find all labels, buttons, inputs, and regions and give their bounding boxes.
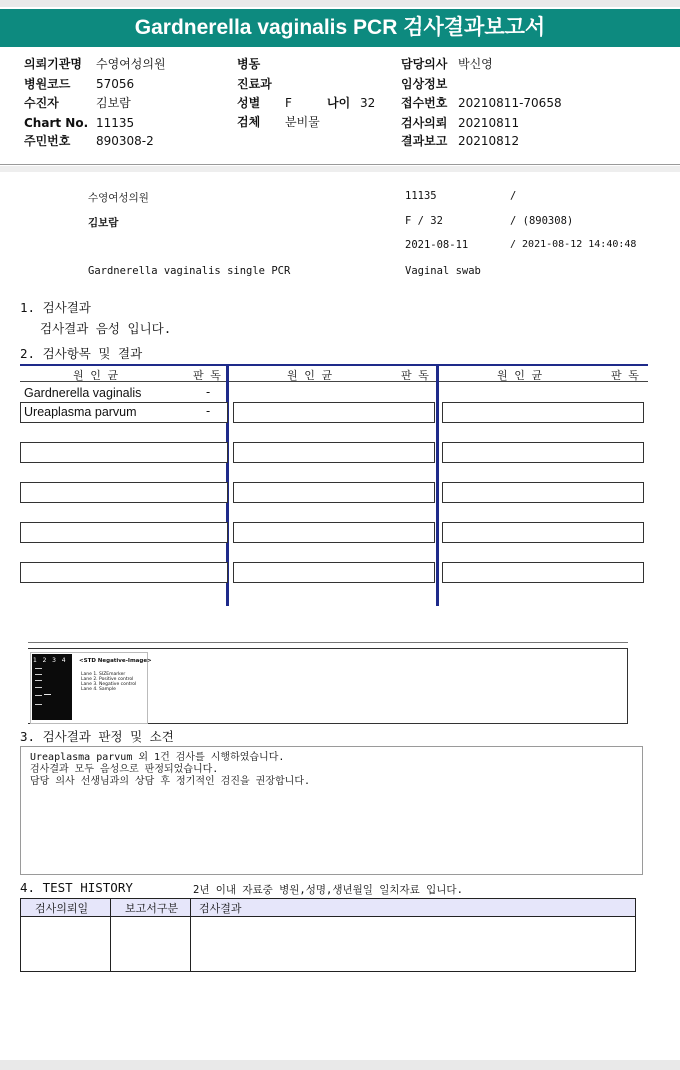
- result-cell: [442, 402, 644, 423]
- history-col-request-date: 검사의뢰일: [21, 899, 111, 917]
- image-top-rule: [28, 642, 628, 643]
- history-table: [20, 898, 636, 972]
- header-row: 임상정보: [401, 77, 448, 91]
- col-pathogen: 원 인 균: [287, 369, 333, 382]
- header-row: 접수번호: [401, 96, 448, 110]
- column-divider: [436, 364, 439, 606]
- report-title: Gardnerella vaginalis PCR 검사결과보고서: [0, 9, 680, 47]
- bottom-strip: [0, 1060, 680, 1070]
- header-value: 32: [360, 96, 376, 110]
- col-judgement: 판 독: [193, 369, 221, 382]
- result-item-value: -: [206, 404, 211, 418]
- gray-strip: [0, 166, 680, 172]
- header-row: 검체: [237, 115, 261, 129]
- header-row: 담당의사: [401, 57, 448, 71]
- summary-birth: / (890308): [510, 215, 574, 227]
- summary-chart-no: 11135: [405, 190, 437, 202]
- top-strip: [0, 0, 680, 7]
- gel-lane-labels: 1 2 3 4: [33, 657, 66, 664]
- header-row: 진료과: [237, 77, 272, 91]
- result-cell: [20, 562, 228, 583]
- header-value: 20210811-70658: [458, 96, 562, 110]
- results-top-rule: [20, 364, 648, 366]
- result-item-name: Ureaplasma parvum: [24, 405, 137, 419]
- gel-caption: Lane 1. SIZEmarker Lane 2. Positive control Lane 3. Negative control Lane 4. Sample: [81, 672, 137, 692]
- col-judgement: 판 독: [401, 369, 429, 382]
- section1-title: 1. 검사결과: [20, 300, 91, 315]
- history-col-result: 검사결과: [191, 899, 636, 917]
- header-value: 분비물: [285, 115, 320, 129]
- header-value: 57056: [96, 77, 135, 91]
- result-item-name: Gardnerella vaginalis: [24, 386, 142, 400]
- header-row: 수진자: [24, 96, 59, 110]
- result-cell: [233, 402, 435, 423]
- section4-title: 4. TEST HISTORY: [20, 880, 133, 895]
- history-note: 2년 이내 자료중 병원,성명,생년월일 일치자료 입니다.: [193, 884, 463, 896]
- section2-title: 2. 검사항목 및 결과: [20, 346, 143, 361]
- header-value: 수영여성의원: [96, 57, 166, 71]
- result-cell: [442, 562, 644, 583]
- summary-slash: /: [510, 190, 517, 202]
- header-row: 주민번호: [24, 134, 71, 148]
- header-row: 결과보고: [401, 134, 448, 148]
- summary-specimen: Vaginal swab: [405, 265, 481, 277]
- section3-title: 3. 검사결과 판정 및 소견: [20, 729, 174, 744]
- summary-patient: 김보람: [88, 217, 119, 229]
- header-row: 나이: [327, 96, 351, 110]
- col-pathogen: 원 인 균: [73, 369, 119, 382]
- header-value: F: [285, 96, 292, 110]
- result-cell: [20, 442, 228, 463]
- header-row: 검사의뢰: [401, 116, 448, 130]
- result-cell: [20, 522, 228, 543]
- summary-sex-age: F / 32: [405, 215, 443, 227]
- gel-caption-title: <STD Negative-Image>: [79, 658, 152, 664]
- header-value: 김보람: [96, 96, 131, 110]
- opinion-text: Ureaplasma parvum 외 1건 검사를 시행하였습니다. 검사결과 모두 음성으로 판정되었습니다. 담당 의사 선생님과의 상담 후 정기적인 검진을 권장합니다.: [30, 752, 311, 787]
- result-cell: [442, 482, 644, 503]
- col-judgement: 판 독: [611, 369, 639, 382]
- history-col-report-type: 보고서구분: [111, 899, 191, 917]
- summary-hospital: 수영여성의원: [88, 192, 149, 204]
- header-row: Chart No.: [24, 116, 89, 130]
- result-cell: [233, 522, 435, 543]
- result-cell: [442, 442, 644, 463]
- summary-request-date: 2021-08-11: [405, 239, 469, 251]
- header-row: 병동: [237, 57, 261, 71]
- header-value: 890308-2: [96, 134, 154, 148]
- header-value: 20210811: [458, 116, 520, 130]
- history-empty-row: [21, 917, 636, 972]
- header-value: 20210812: [458, 134, 520, 148]
- result-item-value: -: [206, 385, 211, 399]
- summary-report-datetime: / 2021-08-12 14:40:48: [510, 239, 637, 250]
- result-cell: [442, 522, 644, 543]
- result-cell: [233, 482, 435, 503]
- header-row: 병원코드: [24, 77, 71, 91]
- history-header-row: [21, 899, 636, 917]
- result-cell: [20, 482, 228, 503]
- result-cell: [233, 442, 435, 463]
- header-value: 박신영: [458, 57, 493, 71]
- col-pathogen: 원 인 균: [497, 369, 543, 382]
- result-cell: [233, 562, 435, 583]
- section1-text: 검사결과 음성 입니다.: [40, 321, 172, 336]
- header-row: 의뢰기관명: [24, 57, 82, 71]
- header-divider: [0, 164, 680, 165]
- header-row: 성별: [237, 96, 261, 110]
- summary-test-name: Gardnerella vaginalis single PCR: [88, 265, 291, 277]
- header-value: 11135: [96, 116, 135, 130]
